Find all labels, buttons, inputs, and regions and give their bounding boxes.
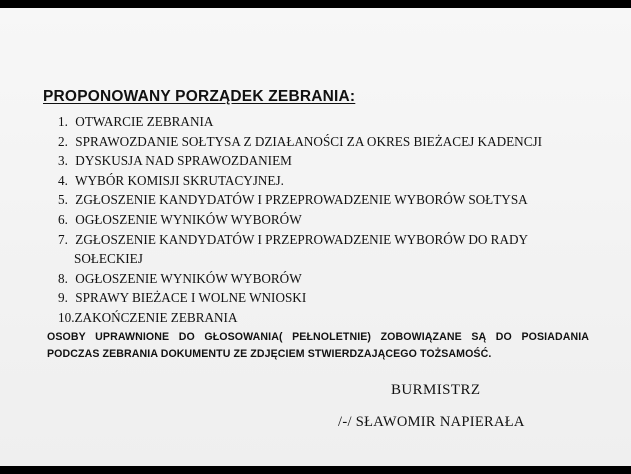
agenda-item <box>58 230 542 250</box>
agenda-item-number: 1. <box>58 114 68 129</box>
signature-title: BURMISTRZ <box>391 382 481 398</box>
agenda-item-text: DYSKUSJA NAD SPRAWOZDANIEM <box>72 153 292 169</box>
agenda-item-text: OTWARCIE ZEBRANIA <box>72 114 214 129</box>
document-content <box>0 8 631 466</box>
agenda-list <box>58 112 542 328</box>
document-page <box>0 8 631 466</box>
agenda-item-text: OGŁOSZENIE WYNIKÓW WYBORÓW <box>72 211 302 227</box>
agenda-item <box>58 210 542 230</box>
signature-name: /-/ SŁAWOMIR NAPIERAŁA <box>338 414 525 430</box>
agenda-item-text: WYBÓR KOMISJI SKRUTACYJNEJ. <box>72 172 284 188</box>
agenda-item-number: 8. <box>58 270 68 286</box>
agenda-item-text: ZGŁOSZENIE KANDYDATÓW I PRZEPROWADZENIE WYBORÓW DO RADY <box>72 231 529 247</box>
agenda-item-number: 6. <box>58 211 68 227</box>
agenda-item-text: ZAKOŃCZENIE ZEBRANIA <box>74 309 238 325</box>
agenda-item-text: ZGŁOSZENIE KANDYDATÓW I PRZEPROWADZENIE WYBORÓW SOŁTYSA <box>72 192 528 208</box>
agenda-item <box>58 308 542 328</box>
agenda-item-number: 2. <box>58 133 68 149</box>
agenda-item-number: 4. <box>58 172 68 188</box>
agenda-item <box>58 132 542 152</box>
agenda-item-text: SPRAWOZDANIE SOŁTYSA Z DZIAŁANOŚCI ZA OKRES BIEŻACEJ KADENCJI <box>72 133 543 149</box>
agenda-item <box>58 288 542 308</box>
agenda-item-number: 9. <box>58 290 68 306</box>
agenda-item-text: SPRAWY BIEŻACE I WOLNE WNIOSKI <box>72 290 307 306</box>
agenda-item-number: 10. <box>58 309 75 325</box>
agenda-item <box>58 171 542 191</box>
agenda-item <box>58 269 542 289</box>
agenda-item <box>58 151 542 171</box>
agenda-item-number: 5. <box>58 192 68 208</box>
agenda-item-number: 7. <box>58 231 68 247</box>
document-heading: PROPONOWANY PORZĄDEK ZEBRANIA: <box>43 88 356 105</box>
agenda-item-continuation: SOŁECKIEJ <box>74 251 143 267</box>
voting-notice: OSOBY UPRAWNIONE DO GŁOSOWANIA( PEŁNOLETNIE) ZOBOWIĄZANE SĄ DO POSIADANIA PODCZAS ZEBRANIA DOKUMENTU ZE ZDJĘCIEM STWIERDZAJĄCEGO TOŻSAMOŚĆ. <box>47 331 589 360</box>
agenda-item <box>58 190 542 210</box>
agenda-item-text: OGŁOSZENIE WYNIKÓW WYBORÓW <box>72 270 302 286</box>
agenda-item-number: 3. <box>58 153 68 169</box>
agenda-item <box>58 112 542 132</box>
